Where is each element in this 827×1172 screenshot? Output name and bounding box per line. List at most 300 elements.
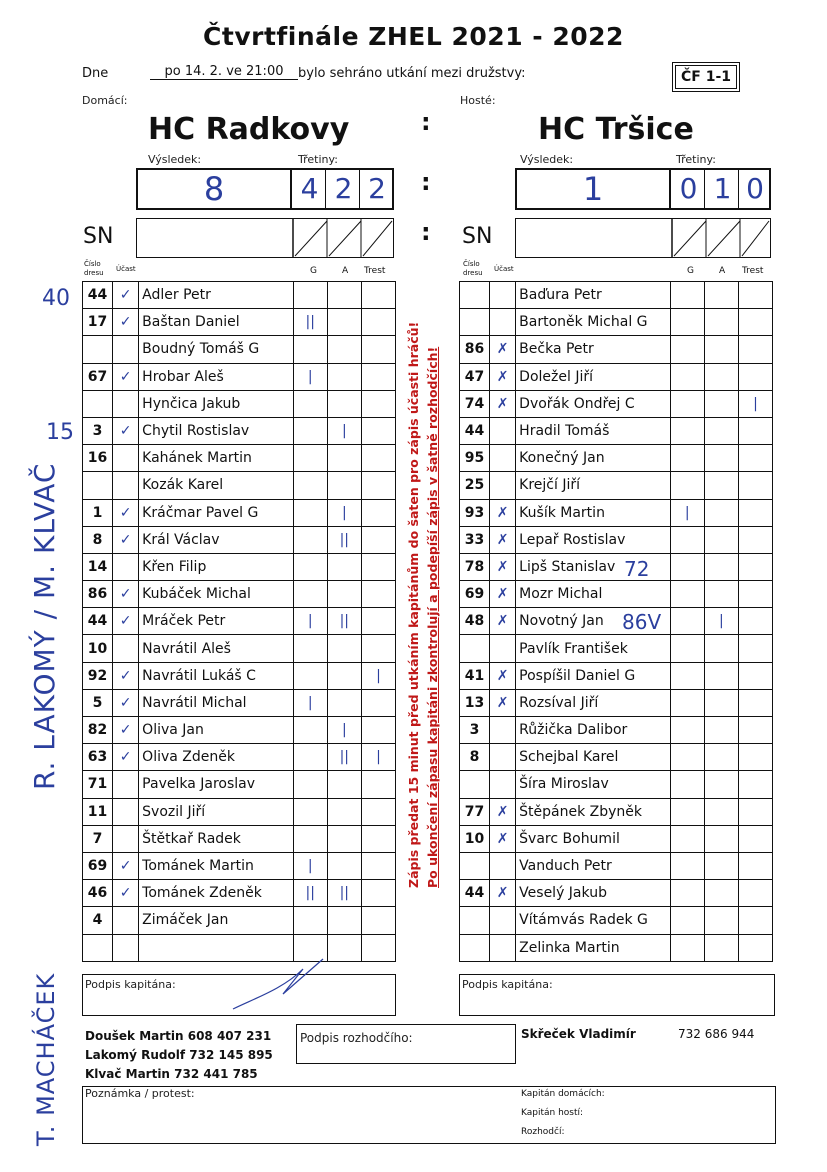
away-assists[interactable]	[704, 581, 738, 608]
away-participation-mark[interactable]	[490, 771, 516, 798]
away-jersey-number[interactable]	[460, 852, 490, 879]
home-goals[interactable]: |	[293, 363, 327, 390]
home-goals[interactable]	[293, 417, 327, 444]
home-jersey-number[interactable]: 44	[83, 608, 113, 635]
away-participation-mark[interactable]: ✗	[490, 499, 516, 526]
home-penalties[interactable]	[361, 608, 395, 635]
away-jersey-number[interactable]: 33	[460, 526, 490, 553]
away-player-name[interactable]: Veselý Jakub	[516, 880, 670, 907]
away-penalties[interactable]	[738, 771, 772, 798]
home-goals[interactable]: |	[293, 689, 327, 716]
home-player-name[interactable]: Kozák Karel	[139, 472, 293, 499]
home-player-name[interactable]: Tománek Martin	[139, 852, 293, 879]
away-assists[interactable]	[704, 282, 738, 309]
home-player-name[interactable]: Navrátil Michal	[139, 689, 293, 716]
away-assists[interactable]	[704, 635, 738, 662]
home-participation-mark[interactable]	[113, 907, 139, 934]
referee-signature-box[interactable]	[296, 1024, 516, 1064]
away-penalties[interactable]: |	[738, 390, 772, 417]
home-participation-mark[interactable]: ✓	[113, 282, 139, 309]
away-player-name[interactable]: Pospíšil Daniel G	[516, 662, 670, 689]
away-jersey-number[interactable]: 8	[460, 744, 490, 771]
home-assists[interactable]	[327, 336, 361, 363]
away-goals[interactable]	[670, 309, 704, 336]
home-participation-mark[interactable]	[113, 825, 139, 852]
away-assists[interactable]	[704, 771, 738, 798]
away-participation-mark[interactable]: ✗	[490, 363, 516, 390]
away-participation-mark[interactable]	[490, 417, 516, 444]
away-penalties[interactable]	[738, 744, 772, 771]
home-penalties[interactable]	[361, 390, 395, 417]
home-penalties[interactable]	[361, 852, 395, 879]
away-goals[interactable]	[670, 771, 704, 798]
home-player-name[interactable]: Tománek Zdeněk	[139, 880, 293, 907]
away-player-name[interactable]: Hradil Tomáš	[516, 417, 670, 444]
away-assists[interactable]	[704, 499, 738, 526]
away-participation-mark[interactable]	[490, 282, 516, 309]
away-assists[interactable]	[704, 553, 738, 580]
away-jersey-number[interactable]	[460, 934, 490, 961]
away-player-name[interactable]: Vanduch Petr	[516, 852, 670, 879]
home-jersey-number[interactable]	[83, 472, 113, 499]
home-jersey-number[interactable]: 71	[83, 771, 113, 798]
away-assists[interactable]	[704, 717, 738, 744]
away-jersey-number[interactable]	[460, 282, 490, 309]
home-penalties[interactable]	[361, 825, 395, 852]
home-penalties[interactable]	[361, 309, 395, 336]
away-assists[interactable]	[704, 472, 738, 499]
away-penalties[interactable]	[738, 309, 772, 336]
home-assists[interactable]	[327, 825, 361, 852]
home-player-name[interactable]: Král Václav	[139, 526, 293, 553]
away-assists[interactable]	[704, 934, 738, 961]
away-player-name[interactable]: Vítámvás Radek G	[516, 907, 670, 934]
home-goals[interactable]	[293, 907, 327, 934]
away-participation-mark[interactable]	[490, 934, 516, 961]
home-assists[interactable]	[327, 390, 361, 417]
home-player-name[interactable]: Pavelka Jaroslav	[139, 771, 293, 798]
away-jersey-number[interactable]	[460, 771, 490, 798]
home-goals[interactable]	[293, 662, 327, 689]
away-penalties[interactable]	[738, 825, 772, 852]
home-assists[interactable]	[327, 635, 361, 662]
home-player-name[interactable]: Mráček Petr	[139, 608, 293, 635]
home-participation-mark[interactable]: ✓	[113, 417, 139, 444]
away-player-name[interactable]: Bečka Petr	[516, 336, 670, 363]
away-participation-mark[interactable]: ✗	[490, 390, 516, 417]
home-goals[interactable]	[293, 581, 327, 608]
home-jersey-number[interactable]	[83, 336, 113, 363]
home-penalties[interactable]: |	[361, 662, 395, 689]
home-assists[interactable]	[327, 309, 361, 336]
away-assists[interactable]	[704, 662, 738, 689]
home-goals[interactable]	[293, 390, 327, 417]
away-goals[interactable]	[670, 336, 704, 363]
home-goals[interactable]	[293, 798, 327, 825]
away-assists[interactable]	[704, 526, 738, 553]
away-participation-mark[interactable]	[490, 717, 516, 744]
away-penalties[interactable]	[738, 526, 772, 553]
home-goals[interactable]: ||	[293, 309, 327, 336]
home-assists[interactable]: ||	[327, 744, 361, 771]
home-participation-mark[interactable]: ✓	[113, 662, 139, 689]
away-jersey-number[interactable]: 93	[460, 499, 490, 526]
home-jersey-number[interactable]	[83, 390, 113, 417]
away-assists[interactable]	[704, 309, 738, 336]
away-penalties[interactable]	[738, 363, 772, 390]
home-participation-mark[interactable]: ✓	[113, 689, 139, 716]
away-jersey-number[interactable]: 86	[460, 336, 490, 363]
away-participation-mark[interactable]: ✗	[490, 689, 516, 716]
away-player-name[interactable]: Bartoněk Michal G	[516, 309, 670, 336]
home-jersey-number[interactable]: 82	[83, 717, 113, 744]
away-player-name[interactable]: Rozsíval Jiří	[516, 689, 670, 716]
away-penalties[interactable]	[738, 635, 772, 662]
home-assists[interactable]	[327, 581, 361, 608]
away-goals[interactable]	[670, 907, 704, 934]
away-player-name[interactable]: Konečný Jan	[516, 445, 670, 472]
home-participation-mark[interactable]: ✓	[113, 880, 139, 907]
home-assists[interactable]: |	[327, 499, 361, 526]
home-jersey-number[interactable]: 86	[83, 581, 113, 608]
away-jersey-number[interactable]: 25	[460, 472, 490, 499]
away-jersey-number[interactable]	[460, 907, 490, 934]
away-goals[interactable]	[670, 880, 704, 907]
away-goals[interactable]	[670, 825, 704, 852]
home-penalties[interactable]	[361, 445, 395, 472]
away-penalties[interactable]	[738, 852, 772, 879]
home-assists[interactable]: ||	[327, 880, 361, 907]
home-player-name[interactable]: Štětkař Radek	[139, 825, 293, 852]
away-player-name[interactable]: Růžička Dalibor	[516, 717, 670, 744]
away-jersey-number[interactable]: 10	[460, 825, 490, 852]
home-penalties[interactable]	[361, 417, 395, 444]
home-penalties[interactable]	[361, 336, 395, 363]
away-penalties[interactable]	[738, 282, 772, 309]
away-assists[interactable]	[704, 907, 738, 934]
home-assists[interactable]	[327, 553, 361, 580]
away-participation-mark[interactable]: ✗	[490, 608, 516, 635]
away-participation-mark[interactable]	[490, 472, 516, 499]
home-participation-mark[interactable]: ✓	[113, 608, 139, 635]
home-player-name[interactable]: Kráčmar Pavel G	[139, 499, 293, 526]
home-participation-mark[interactable]	[113, 390, 139, 417]
away-goals[interactable]	[670, 662, 704, 689]
away-goals[interactable]	[670, 689, 704, 716]
home-assists[interactable]: ||	[327, 608, 361, 635]
home-captain-signature-box[interactable]	[82, 974, 396, 1016]
away-assists[interactable]	[704, 880, 738, 907]
home-penalties[interactable]	[361, 499, 395, 526]
home-participation-mark[interactable]	[113, 798, 139, 825]
away-player-name[interactable]: Baďura Petr	[516, 282, 670, 309]
home-participation-mark[interactable]	[113, 336, 139, 363]
home-participation-mark[interactable]	[113, 445, 139, 472]
home-assists[interactable]	[327, 363, 361, 390]
away-participation-mark[interactable]: ✗	[490, 825, 516, 852]
home-goals[interactable]	[293, 635, 327, 662]
home-assists[interactable]	[327, 472, 361, 499]
away-assists[interactable]: |	[704, 608, 738, 635]
home-participation-mark[interactable]: ✓	[113, 581, 139, 608]
away-jersey-number[interactable]: 13	[460, 689, 490, 716]
home-participation-mark[interactable]	[113, 472, 139, 499]
home-jersey-number[interactable]: 92	[83, 662, 113, 689]
home-assists[interactable]	[327, 662, 361, 689]
away-goals[interactable]	[670, 608, 704, 635]
away-penalties[interactable]	[738, 417, 772, 444]
home-player-name[interactable]: Navrátil Lukáš C	[139, 662, 293, 689]
away-jersey-number[interactable]: 3	[460, 717, 490, 744]
home-goals[interactable]	[293, 282, 327, 309]
away-jersey-number[interactable]: 44	[460, 417, 490, 444]
home-goals[interactable]: |	[293, 852, 327, 879]
away-penalties[interactable]	[738, 608, 772, 635]
away-jersey-number[interactable]: 69	[460, 581, 490, 608]
home-participation-mark[interactable]: ✓	[113, 852, 139, 879]
home-goals[interactable]	[293, 825, 327, 852]
home-player-name[interactable]: Oliva Zdeněk	[139, 744, 293, 771]
home-jersey-number[interactable]: 44	[83, 282, 113, 309]
away-penalties[interactable]	[738, 717, 772, 744]
away-penalties[interactable]	[738, 581, 772, 608]
home-player-name[interactable]: Kahánek Martin	[139, 445, 293, 472]
home-penalties[interactable]	[361, 553, 395, 580]
away-player-name[interactable]: Kušík Martin	[516, 499, 670, 526]
away-goals[interactable]	[670, 852, 704, 879]
home-player-name[interactable]: Křen Filip	[139, 553, 293, 580]
home-penalties[interactable]	[361, 689, 395, 716]
home-player-name[interactable]: Oliva Jan	[139, 717, 293, 744]
away-participation-mark[interactable]	[490, 635, 516, 662]
away-goals[interactable]	[670, 390, 704, 417]
away-jersey-number[interactable]: 77	[460, 798, 490, 825]
home-player-name[interactable]: Hynčica Jakub	[139, 390, 293, 417]
away-jersey-number[interactable]: 41	[460, 662, 490, 689]
away-goals[interactable]	[670, 798, 704, 825]
away-goals[interactable]	[670, 282, 704, 309]
away-goals[interactable]	[670, 717, 704, 744]
home-player-name[interactable]: Zimáček Jan	[139, 907, 293, 934]
home-goals[interactable]: ||	[293, 880, 327, 907]
home-player-name[interactable]: Hrobar Aleš	[139, 363, 293, 390]
away-captain-signature-box[interactable]	[459, 974, 775, 1016]
home-jersey-number[interactable]: 16	[83, 445, 113, 472]
home-jersey-number[interactable]: 14	[83, 553, 113, 580]
home-jersey-number[interactable]: 7	[83, 825, 113, 852]
home-participation-mark[interactable]	[113, 553, 139, 580]
away-penalties[interactable]	[738, 336, 772, 363]
away-jersey-number[interactable]: 74	[460, 390, 490, 417]
away-penalties[interactable]	[738, 553, 772, 580]
home-jersey-number[interactable]: 11	[83, 798, 113, 825]
away-participation-mark[interactable]: ✗	[490, 798, 516, 825]
away-player-name[interactable]: Švarc Bohumil	[516, 825, 670, 852]
home-penalties[interactable]	[361, 526, 395, 553]
home-penalties[interactable]	[361, 581, 395, 608]
away-jersey-number[interactable]: 47	[460, 363, 490, 390]
away-goals[interactable]	[670, 553, 704, 580]
away-participation-mark[interactable]: ✗	[490, 880, 516, 907]
home-assists[interactable]: ||	[327, 526, 361, 553]
home-participation-mark[interactable]: ✓	[113, 499, 139, 526]
home-player-name[interactable]: Svozil Jiří	[139, 798, 293, 825]
home-goals[interactable]	[293, 526, 327, 553]
away-participation-mark[interactable]	[490, 852, 516, 879]
away-penalties[interactable]	[738, 934, 772, 961]
away-player-name[interactable]: Lipš Stanislav	[516, 553, 670, 580]
away-participation-mark[interactable]: ✗	[490, 526, 516, 553]
home-jersey-number[interactable]: 1	[83, 499, 113, 526]
away-penalties[interactable]	[738, 689, 772, 716]
home-penalties[interactable]	[361, 282, 395, 309]
home-participation-mark[interactable]: ✓	[113, 363, 139, 390]
away-goals[interactable]: |	[670, 499, 704, 526]
away-goals[interactable]	[670, 934, 704, 961]
home-participation-mark[interactable]: ✓	[113, 744, 139, 771]
away-jersey-number[interactable]: 78	[460, 553, 490, 580]
away-assists[interactable]	[704, 390, 738, 417]
away-penalties[interactable]	[738, 880, 772, 907]
home-assists[interactable]	[327, 798, 361, 825]
away-penalties[interactable]	[738, 907, 772, 934]
away-participation-mark[interactable]: ✗	[490, 553, 516, 580]
home-assists[interactable]	[327, 852, 361, 879]
home-goals[interactable]	[293, 499, 327, 526]
away-assists[interactable]	[704, 445, 738, 472]
away-participation-mark[interactable]: ✗	[490, 581, 516, 608]
away-player-name[interactable]: Pavlík František	[516, 635, 670, 662]
away-participation-mark[interactable]: ✗	[490, 336, 516, 363]
away-assists[interactable]	[704, 798, 738, 825]
away-player-name[interactable]: Zelinka Martin	[516, 934, 670, 961]
home-participation-mark[interactable]: ✓	[113, 717, 139, 744]
home-jersey-number[interactable]: 17	[83, 309, 113, 336]
home-goals[interactable]	[293, 771, 327, 798]
home-goals[interactable]	[293, 717, 327, 744]
away-goals[interactable]	[670, 526, 704, 553]
away-player-name[interactable]: Novotný Jan	[516, 608, 670, 635]
away-player-name[interactable]: Doležel Jiří	[516, 363, 670, 390]
home-penalties[interactable]	[361, 907, 395, 934]
away-jersey-number[interactable]: 48	[460, 608, 490, 635]
away-penalties[interactable]	[738, 445, 772, 472]
home-jersey-number[interactable]: 5	[83, 689, 113, 716]
away-penalties[interactable]	[738, 499, 772, 526]
home-goals[interactable]	[293, 445, 327, 472]
home-assists[interactable]	[327, 689, 361, 716]
away-goals[interactable]	[670, 744, 704, 771]
home-jersey-number[interactable]: 3	[83, 417, 113, 444]
home-participation-mark[interactable]: ✓	[113, 526, 139, 553]
away-assists[interactable]	[704, 363, 738, 390]
home-jersey-number[interactable]: 63	[83, 744, 113, 771]
home-assists[interactable]	[327, 445, 361, 472]
home-penalties[interactable]	[361, 934, 395, 961]
away-player-name[interactable]: Mozr Michal	[516, 581, 670, 608]
home-participation-mark[interactable]	[113, 771, 139, 798]
home-participation-mark[interactable]	[113, 934, 139, 961]
home-participation-mark[interactable]	[113, 635, 139, 662]
away-assists[interactable]	[704, 417, 738, 444]
home-player-name[interactable]: Boudný Tomáš G	[139, 336, 293, 363]
away-jersey-number[interactable]	[460, 635, 490, 662]
home-penalties[interactable]	[361, 880, 395, 907]
home-penalties[interactable]	[361, 472, 395, 499]
home-jersey-number[interactable]: 46	[83, 880, 113, 907]
away-participation-mark[interactable]: ✗	[490, 662, 516, 689]
away-player-name[interactable]: Schejbal Karel	[516, 744, 670, 771]
home-penalties[interactable]	[361, 363, 395, 390]
home-jersey-number[interactable]: 10	[83, 635, 113, 662]
away-assists[interactable]	[704, 689, 738, 716]
home-penalties[interactable]	[361, 798, 395, 825]
home-penalties[interactable]: |	[361, 744, 395, 771]
away-jersey-number[interactable]	[460, 309, 490, 336]
home-jersey-number[interactable]: 4	[83, 907, 113, 934]
home-jersey-number[interactable]: 67	[83, 363, 113, 390]
away-assists[interactable]	[704, 852, 738, 879]
home-goals[interactable]	[293, 336, 327, 363]
home-assists[interactable]	[327, 907, 361, 934]
home-player-name[interactable]: Chytil Rostislav	[139, 417, 293, 444]
home-assists[interactable]	[327, 771, 361, 798]
home-assists[interactable]	[327, 282, 361, 309]
away-goals[interactable]	[670, 635, 704, 662]
note-box[interactable]	[82, 1086, 776, 1144]
home-assists[interactable]: |	[327, 717, 361, 744]
home-goals[interactable]	[293, 553, 327, 580]
away-player-name[interactable]: Lepař Rostislav	[516, 526, 670, 553]
away-participation-mark[interactable]	[490, 309, 516, 336]
home-jersey-number[interactable]: 69	[83, 852, 113, 879]
home-participation-mark[interactable]: ✓	[113, 309, 139, 336]
away-participation-mark[interactable]	[490, 907, 516, 934]
home-goals[interactable]	[293, 744, 327, 771]
away-goals[interactable]	[670, 581, 704, 608]
away-participation-mark[interactable]	[490, 445, 516, 472]
home-assists[interactable]: |	[327, 417, 361, 444]
home-jersey-number[interactable]	[83, 934, 113, 961]
away-assists[interactable]	[704, 744, 738, 771]
home-player-name[interactable]: Adler Petr	[139, 282, 293, 309]
away-penalties[interactable]	[738, 798, 772, 825]
away-assists[interactable]	[704, 336, 738, 363]
away-goals[interactable]	[670, 445, 704, 472]
away-goals[interactable]	[670, 417, 704, 444]
away-participation-mark[interactable]	[490, 744, 516, 771]
away-player-name[interactable]: Štěpánek Zbyněk	[516, 798, 670, 825]
away-penalties[interactable]	[738, 472, 772, 499]
away-goals[interactable]	[670, 472, 704, 499]
home-penalties[interactable]	[361, 635, 395, 662]
home-goals[interactable]: |	[293, 608, 327, 635]
home-goals[interactable]	[293, 472, 327, 499]
home-player-name[interactable]: Navrátil Aleš	[139, 635, 293, 662]
away-goals[interactable]	[670, 363, 704, 390]
home-player-name[interactable]: Baštan Daniel	[139, 309, 293, 336]
away-assists[interactable]	[704, 825, 738, 852]
away-player-name[interactable]: Krejčí Jiří	[516, 472, 670, 499]
away-penalties[interactable]	[738, 662, 772, 689]
home-penalties[interactable]	[361, 717, 395, 744]
away-player-name[interactable]: Dvořák Ondřej C	[516, 390, 670, 417]
away-player-name[interactable]: Šíra Miroslav	[516, 771, 670, 798]
home-jersey-number[interactable]: 8	[83, 526, 113, 553]
home-player-name[interactable]: Kubáček Michal	[139, 581, 293, 608]
away-jersey-number[interactable]: 44	[460, 880, 490, 907]
home-penalties[interactable]	[361, 771, 395, 798]
